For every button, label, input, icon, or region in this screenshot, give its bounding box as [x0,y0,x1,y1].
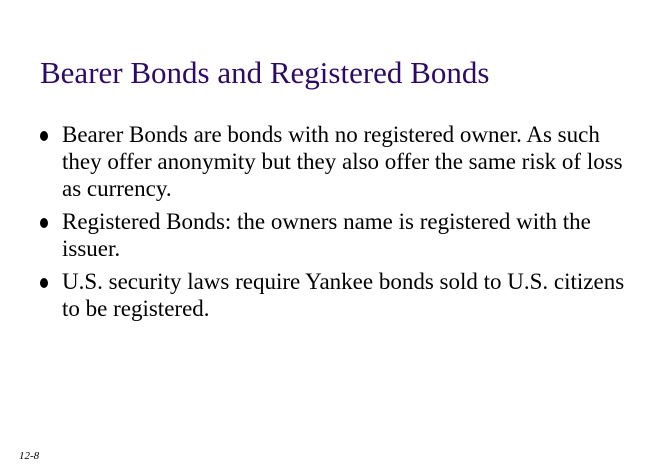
bullet-dot-icon [40,218,48,228]
bullet-item-registered-bonds [40,208,630,262]
bullet-text: U.S. security laws require Yankee bonds sold to U.S. citizens to be registered. [62,269,625,321]
bullet-dot-icon [40,131,48,141]
bullet-text: Bearer Bonds are bonds with no registered owner. As such they offer anonymity but they also offer the same risk of loss as currency. [62,122,623,201]
bullet-list [40,121,630,322]
bullet-text: Registered Bonds: the owners name is registered with the issuer. [62,209,591,261]
bullet-item-security-laws [40,268,630,322]
bullet-dot-icon [40,278,48,288]
slide-title: Bearer Bonds and Registered Bonds [40,55,490,90]
page-number: 12-8 [19,450,40,462]
bullet-item-bearer-bonds [40,121,630,202]
